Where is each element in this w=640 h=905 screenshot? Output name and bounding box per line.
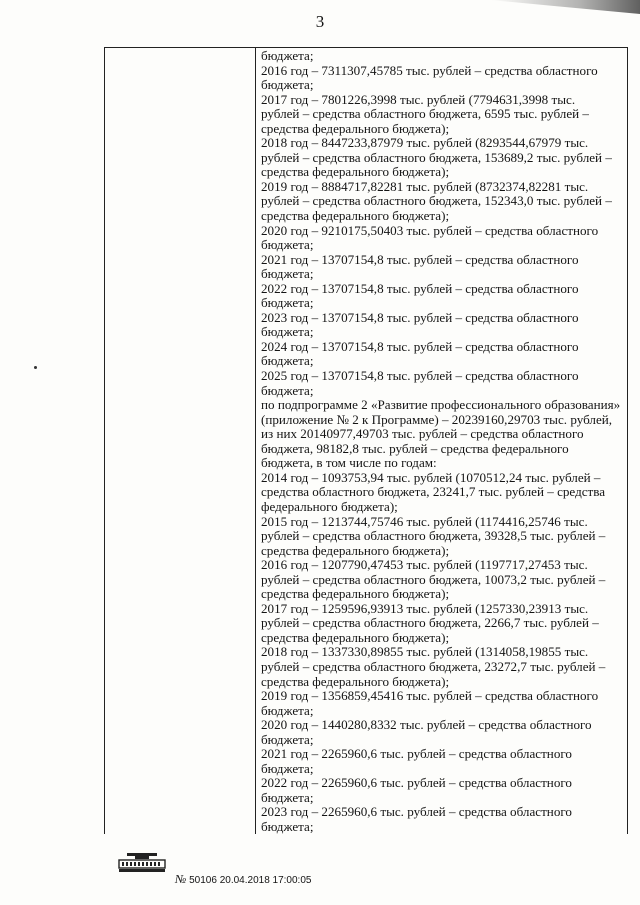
text-line: рублей – средства областного бюджета, 10073,2 тыс. рублей – (261, 571, 606, 587)
text-line: 2025 год – 13707154,8 тыс. рублей – средства областного (261, 368, 579, 384)
text-line: рублей – средства областного бюджета, 2266,7 тыс. рублей – (261, 615, 599, 631)
text-line: средства федерального бюджета); (261, 542, 450, 558)
text-line: по подпрограмме 2 «Развитие профессионального образования» (261, 397, 621, 413)
government-building-stamp-icon (117, 853, 167, 873)
text-line: 2020 год – 9210175,50403 тыс. рублей – средства областного (261, 222, 599, 238)
text-line: бюджета; (261, 237, 314, 253)
text-line: 2014 год – 1093753,94 тыс. рублей (1070512,24 тыс. рублей – (261, 469, 601, 485)
text-line: рублей – средства областного бюджета, 153689,2 тыс. рублей – (261, 149, 612, 165)
text-line: бюджета; (261, 818, 314, 834)
text-line: 2024 год – 13707154,8 тыс. рублей – средства областного (261, 338, 579, 354)
text-line: средства федерального бюджета); (261, 673, 450, 689)
text-line: бюджета; (261, 760, 314, 776)
text-line: 2022 год – 2265960,6 тыс. рублей – средства областного (261, 775, 572, 791)
text-line: 2023 год – 2265960,6 тыс. рублей – средства областного (261, 804, 572, 820)
text-line: бюджета; (261, 324, 314, 340)
text-line: бюджета; (261, 48, 314, 63)
text-line: 2019 год – 1356859,45416 тыс. рублей – средства областного (261, 688, 599, 704)
text-line: средства федерального бюджета); (261, 120, 450, 136)
doc-number: 50106 (189, 875, 217, 886)
text-line: федерального бюджета); (261, 498, 398, 514)
text-line: 2021 год – 2265960,6 тыс. рублей – средства областного (261, 746, 572, 762)
doc-number-prefix: № (175, 872, 187, 886)
text-line: 2018 год – 1337330,89855 тыс. рублей (1314058,19855 тыс. (261, 644, 589, 660)
text-line: бюджета, 98182,8 тыс. рублей – средства федерального (261, 440, 569, 456)
table-right-column-text (261, 49, 623, 835)
text-line: средства федерального бюджета); (261, 164, 450, 180)
text-line: рублей – средства областного бюджета, 39328,5 тыс. рублей – (261, 528, 606, 544)
text-line: 2021 год – 13707154,8 тыс. рублей – средства областного (261, 251, 579, 267)
text-line: 2022 год – 13707154,8 тыс. рублей – средства областного (261, 280, 579, 296)
text-line: (приложение № 2 к Программе) – 20239160,29703 тыс. рублей, (261, 411, 613, 427)
text-line: 2016 год – 1207790,47453 тыс. рублей (1197717,27453 тыс. (261, 557, 588, 573)
text-line: 2016 год – 7311307,45785 тыс. рублей – средства областного (261, 62, 598, 78)
text-line: бюджета; (261, 731, 314, 747)
text-line: рублей – средства областного бюджета, 23272,7 тыс. рублей – (261, 658, 606, 674)
text-line: 2017 год – 1259596,93913 тыс. рублей (1257330,23913 тыс. (261, 600, 589, 616)
text-line: средства федерального бюджета); (261, 629, 450, 645)
text-line: бюджета; (261, 266, 314, 282)
text-line: 2023 год – 13707154,8 тыс. рублей – средства областного (261, 309, 579, 325)
text-line: бюджета; (261, 789, 314, 805)
text-line: из них 20140977,49703 тыс. рублей – средства областного (261, 426, 584, 442)
doc-datetime: 20.04.2018 17:00:05 (219, 875, 312, 886)
text-line: 2017 год – 7801226,3998 тыс. рублей (7794631,3998 тыс. (261, 91, 576, 107)
text-line: бюджета, в том числе по годам: (261, 455, 437, 471)
text-line: 2018 год – 8447233,87979 тыс. рублей (8293544,67979 тыс. (261, 135, 589, 151)
table-left-column (105, 48, 256, 834)
text-line: средства федерального бюджета); (261, 208, 450, 224)
text-line: 2015 год – 1213744,75746 тыс. рублей (1174416,25746 тыс. (261, 513, 588, 529)
text-line: 2019 год – 8884717,82281 тыс. рублей (8732374,82281 тыс. (261, 178, 589, 194)
text-line: рублей – средства областного бюджета, 152343,0 тыс. рублей – (261, 193, 612, 209)
text-line: бюджета; (261, 382, 314, 398)
text-line: бюджета; (261, 353, 314, 369)
text-line: бюджета; (261, 295, 314, 311)
text-line: средства федерального бюджета); (261, 586, 450, 602)
text-line: рублей – средства областного бюджета, 6595 тыс. рублей – (261, 106, 589, 122)
text-line: 2020 год – 1440280,8332 тыс. рублей – средства областного (261, 717, 592, 733)
page-number: 3 (315, 12, 325, 31)
text-line: бюджета; (261, 77, 314, 93)
text-line: бюджета; (261, 702, 314, 718)
scan-dot (34, 366, 37, 369)
document-registration-stamp (175, 872, 311, 887)
budget-table (104, 47, 628, 834)
text-line: средства областного бюджета, 23241,7 тыс. рублей – средства (261, 484, 606, 500)
